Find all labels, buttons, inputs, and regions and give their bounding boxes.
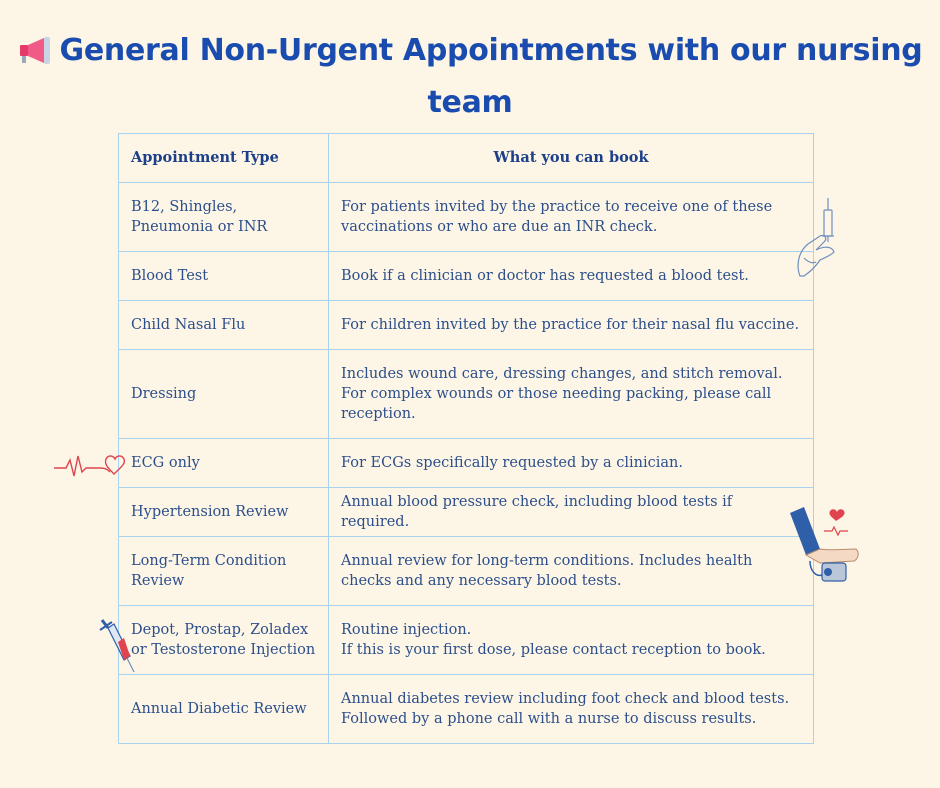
table-row xyxy=(119,675,814,744)
row-type: B12, Shingles, Pneumonia or INR xyxy=(119,183,329,252)
table-row xyxy=(119,606,814,675)
row-desc: Book if a clinician or doctor has requested a blood test. xyxy=(329,252,814,301)
row-desc: Annual blood pressure check, including blood tests if required. xyxy=(329,488,814,537)
heartbeat-heart-icon xyxy=(52,450,130,486)
header-what-you-can-book: What you can book xyxy=(329,134,814,183)
table-row xyxy=(119,350,814,439)
row-desc: Routine injection. If this is your first dose, please contact reception to book. xyxy=(329,606,814,675)
row-type: Blood Test xyxy=(119,252,329,301)
title-text-1: General Non-Urgent Appointments with our nursing xyxy=(59,33,923,68)
title-line-2: team xyxy=(427,85,513,120)
table-row xyxy=(119,252,814,301)
row-type: Annual Diabetic Review xyxy=(119,675,329,744)
header-appointment-type: Appointment Type xyxy=(119,134,329,183)
row-type: Hypertension Review xyxy=(119,488,329,537)
row-type: ECG only xyxy=(119,439,329,488)
table-row xyxy=(119,183,814,252)
page-title xyxy=(0,28,940,126)
row-type: Child Nasal Flu xyxy=(119,301,329,350)
blood-pressure-monitor-icon xyxy=(780,505,862,593)
title-line-1 xyxy=(0,28,940,80)
table-row xyxy=(119,537,814,606)
row-desc: Includes wound care, dressing changes, and stitch removal. For complex wounds or those needing packing, please call reception. xyxy=(329,350,814,439)
megaphone-icon xyxy=(18,34,52,80)
row-desc: Annual review for long-term conditions. Includes health checks and any necessary blood tests. xyxy=(329,537,814,606)
row-desc: For ECGs specifically requested by a clinician. xyxy=(329,439,814,488)
table-row xyxy=(119,488,814,537)
row-type: Depot, Prostap, Zoladex or Testosterone Injection xyxy=(119,606,329,675)
table-row xyxy=(119,439,814,488)
row-type: Dressing xyxy=(119,350,329,439)
table-row xyxy=(119,301,814,350)
table-header-row xyxy=(119,134,814,183)
syringe-icon xyxy=(98,618,138,678)
row-desc: Annual diabetes review including foot check and blood tests. Followed by a phone call with a nurse to discuss results. xyxy=(329,675,814,744)
appointments-table xyxy=(118,133,814,744)
row-type: Long-Term Condition Review xyxy=(119,537,329,606)
gloved-hand-syringe-icon xyxy=(794,196,842,284)
row-desc: For children invited by the practice for their nasal flu vaccine. xyxy=(329,301,814,350)
row-desc: For patients invited by the practice to receive one of these vaccinations or who are due an INR check. xyxy=(329,183,814,252)
